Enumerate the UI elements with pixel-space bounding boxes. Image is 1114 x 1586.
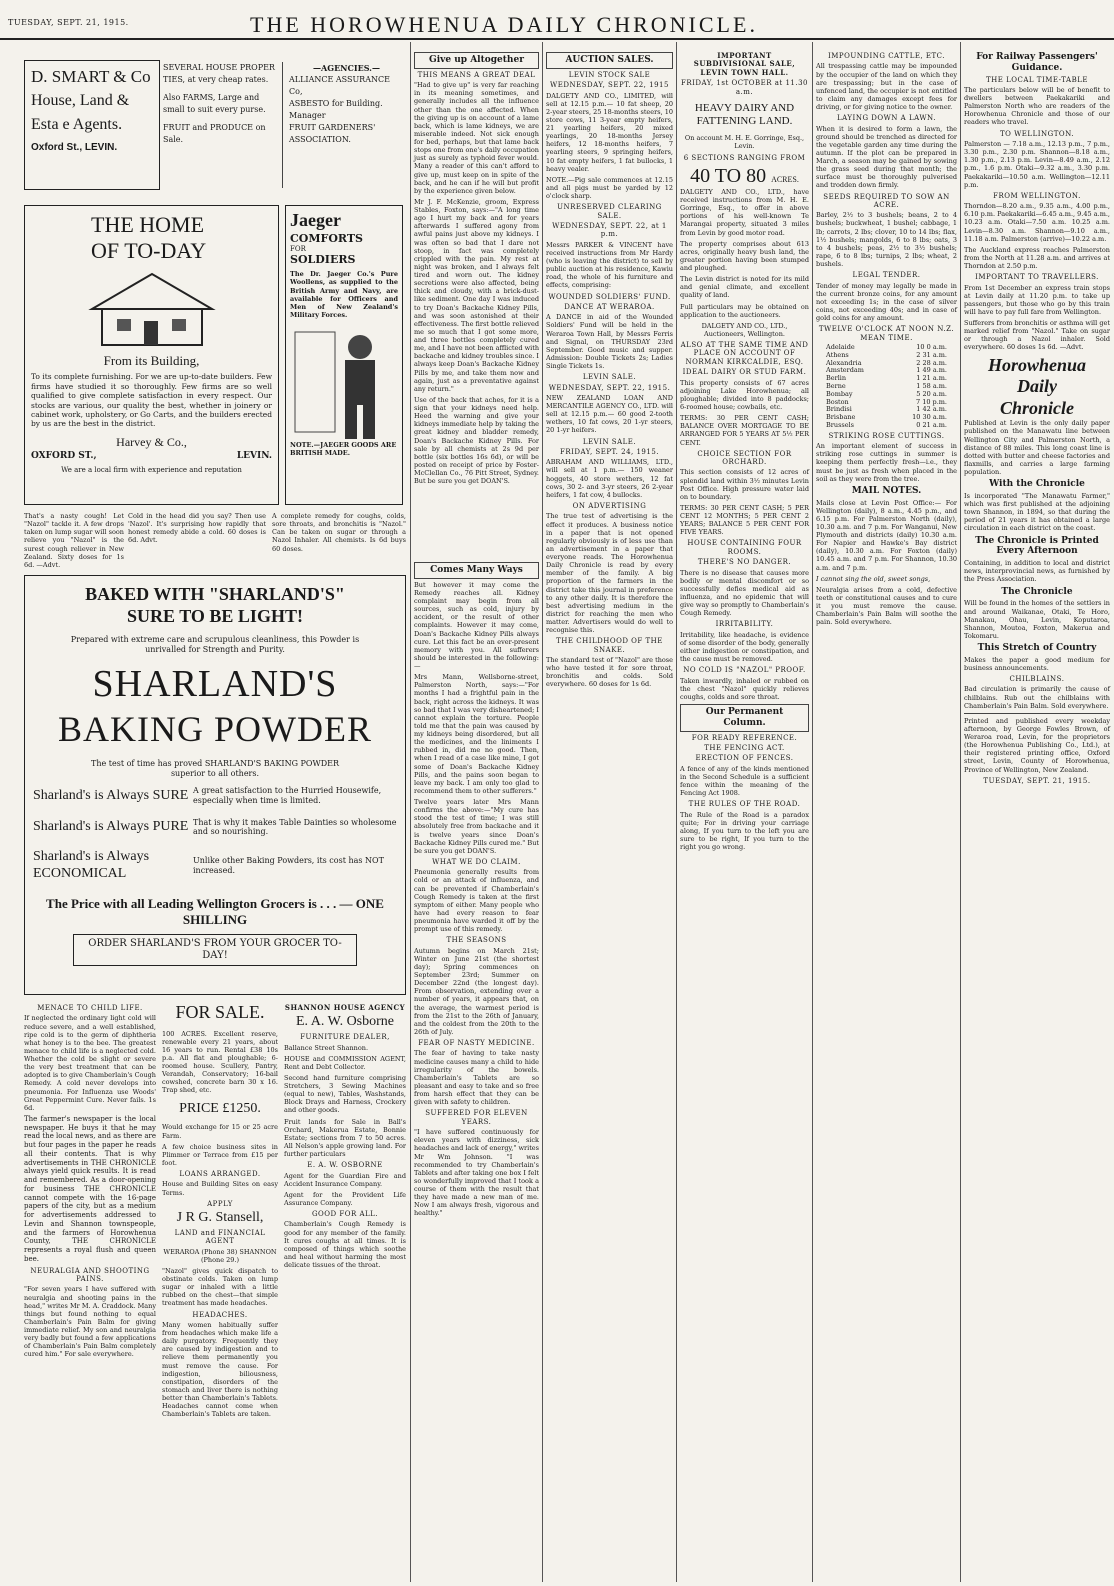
smart-ad-name: D. SMART & Co xyxy=(31,67,151,86)
jaeger-body: The Dr. Jaeger Co.'s Pure Woollens, as supplied to the British Army and Navy, are available for Officers and Men of New Zealand's Military Forces. xyxy=(290,270,398,319)
article-text: Mails close at Levin Post Office:— For Wellington (daily), 8 a.m., 4.45 p.m., and 6.15 p.m. For Palmerston North (daily), 10.30 a.m. and 7 p.m. For Wanganui, New Plymouth and districts (daily) 10.30 a.m. For Napier and Hawke's Bay district (daily), 10.30 a.m. For Foxton (daily) 10.45 a.m. and 7 p.m. For Shannon, 10.30 a.m. and 7 p.m. xyxy=(816,498,957,572)
home-ad-street: OXFORD ST., xyxy=(31,451,97,462)
article-text: Containing, in addition to local and district news, interprovincial news, as furnished by the Press Association. xyxy=(964,559,1110,584)
article-text: TERMS: 30 PER CENT CASH; 5 PER CENT 12 MONTHS; 5 PER CENT 2 YEARS; BALANCE 5 PER CENT FOR FIVE YEARS. xyxy=(680,503,809,537)
article-text: On account M. H. E. Gorringe, Esq., Levin. xyxy=(684,134,805,151)
article-text: The true test of advertising is the effect it produces. A business notice in a paper that is not opened regularly obviously is of less use than an advertisement in a paper that everyone reads. The Horowhenua Daily Chronicle is read by every member of the family. A big proportion of the farmers in the district take this journal in preference to any other daily. It is therefore the best advertising medium in the district for reaching the men who matter. Advertisers would do well to recognise this. xyxy=(546,512,673,635)
acres-from: 40 xyxy=(690,164,711,187)
section-heading: IDEAL DAIRY OR STUD FARM. xyxy=(682,368,807,377)
agencies-ad xyxy=(282,62,404,188)
article-text: ABRAHAM AND WILLIAMS, LTD., will sell at 1 p.m.— 150 weaner hoggets, 40 store wethers, 12 fat cows, 30 2- and 3-yr steers, 26 2-year heifers, 1 fat cow, 4 bullocks. xyxy=(546,458,673,499)
sharland-order: ORDER SHARLAND'S FROM YOUR GROCER TO-DAY! xyxy=(73,934,357,966)
article-text: DALGETY AND CO., LTD., have received instructions from M. H. E. Gorringe, Esq., to offer in above portions of his well-known Te Marangai property, situated 3 miles from Levin by good motor road. xyxy=(680,187,809,237)
col1-bottom xyxy=(24,1002,156,1582)
section-heading: WOUNDED SOLDIERS' FUND. xyxy=(548,292,671,301)
masthead-title: THE HOROWHENUA DAILY CHRONICLE. xyxy=(250,12,758,37)
article-head: Comes Many Ways xyxy=(414,562,539,579)
jaeger-sub: SOLDIERS xyxy=(290,253,356,267)
for-sale xyxy=(162,1002,278,1582)
nazol-note-right xyxy=(272,512,406,562)
for-sale-price: PRICE £1250. xyxy=(179,1100,261,1116)
section-heading: 6 SECTIONS RANGING FROM xyxy=(683,153,806,162)
section-heading: STRIKING ROSE CUTTINGS. xyxy=(828,431,945,440)
time-value: 5 20 a.m. xyxy=(916,389,947,398)
sharland-intro: Prepared with extreme care and scrupulous cleanliness, this Powder is unrivalled for Strength and Purity. xyxy=(70,635,360,654)
article-text: "Had to give up" is very far reaching in its meaning sometimes, and generally includes all the influence other than the one affected. When the giving up is on account of a lame back, which is lame kidneys, we are miserable indeed. Not sick enough for bed, perhaps, but that lame back stops one from one's daily occupation just as surely as typhoid fever would. Many a reader of this can't afford to give up, must keep on in spite of the back, and he can if he will but profit by the experience given below. xyxy=(414,81,539,195)
section-heading: This Stretch of Country xyxy=(977,643,1097,653)
article-text: This section consists of 12 acres of splendid land within 3½ minutes Levin Post Office. High pressure water laid on to boundary. xyxy=(680,468,809,501)
section-heading: FOR READY REFERENCE. xyxy=(691,733,798,742)
time-value: 2 28 a.m. xyxy=(916,358,947,367)
nazol-note-text: Cold in the head did you say? Then use 'Nazol'. It's surprising how rapidly that honest remedy abide a cold. 60 doses is 6d. Advt. xyxy=(128,512,266,545)
soldier-illustration xyxy=(290,322,398,442)
article-text: The Rule of the Road is a paradox quite; For in driving your carriage along, If you turn to the left you are sure to be right, If you turn to the right you go wrong. xyxy=(680,810,809,852)
home-ad-body: To its complete furnishing. For we are up-to-date builders. Few firms have studied it so thoroughly. Few firms are so well qualified to give complete satisfaction in every respect. Our stocks are various, our quality the best, whether in joinery or cabinet work, upholstery, or Go Carts, and the builders erected by us are the best in the district. xyxy=(31,372,272,429)
article-text: The Levin district is noted for its mild and genial climate, and excellent quality of land. xyxy=(680,275,809,300)
article-text: Makes the paper a good medium for business announcements. xyxy=(964,655,1110,672)
sharland-row: Sharland's is Always ECONOMICAL xyxy=(33,848,150,881)
article-text: The farmer's newspaper is the local newspaper. He buys it that he may read the local news, and as there are but four pages in the paper he reads all their contents. That is why advertisements in THE CHRONICLE always yield quick results. It is read and remembered. As a door-opening for business THE CHRONICLE cannot compete with the 16-page papers of the city, but as a medium for advertisements addressed to Levin and Shannon townspeople, and the farmers of Horowhenua County, THE CHRONICLE represents a royal flush and queen bee. xyxy=(24,1114,156,1263)
article-head: IMPORTANT SUBDIVISIONAL SALE, LEVIN TOWN HALL. xyxy=(693,51,796,77)
reference-column xyxy=(816,50,957,1580)
article-text: The Auckland express reaches Palmerston from the North at 11.28 a.m. and arrives at Thorndon at 2.50 p.m. xyxy=(964,245,1110,271)
article-text: Thorndon—8.20 a.m., 9.35 a.m., 4.00 p.m., 6.10 p.m. Paekakariki—6.45 a.m., 9.45 a.m., 10.23 a.m. Otaki—7.50 a.m. 10.25 a.m. Levin—8.30 a.m. Shannon—9.10 a.m., 11.18 a.m. Palmerston (arrive)—10.22 a.m. xyxy=(964,202,1110,243)
article-text: The property comprises about 613 acres, originally heavy bush land, the greater portion having been stumped and ploughed. xyxy=(680,239,809,273)
section-heading: IMPORTANT TO TRAVELLERS. xyxy=(975,273,1099,282)
article-text: Published at Levin is the only daily paper published on the Manawatu line between Wellington City and Palmerston North, a distance of 88 miles. This long coast line is dotted with butter and cheese factories and flaxmills, and carries a large farming population. xyxy=(964,419,1110,477)
nazol-note-mid xyxy=(128,512,266,562)
article-text: Agent for the Guardian Fire and Accident Insurance Company. xyxy=(284,1171,406,1188)
section-heading: FROM WELLINGTON. xyxy=(993,191,1081,200)
article-text: NEW ZEALAND LOAN AND MERCANTILE AGENCY CO., LTD. will sell at 12.15 p.m.— 60 good 2-tooth wethers, 10 fat cows, 20 1-yr steers, 20 1-yr heifers. xyxy=(546,393,673,435)
section-heading: TWELVE O'CLOCK AT NOON N.Z. MEAN TIME. xyxy=(818,325,955,342)
article-text: Twelve years later Mrs Mann confirms the above:—"My cure has stood the test of time; I was still absolutely free from backache and it is twelve years since Doan's Backache Kidney Pills cured me." But be sure you get DOAN'S. xyxy=(414,798,539,855)
time-row xyxy=(826,422,947,430)
article-text: A few choice business sites in Plimmer or Terrace from £15 per foot. xyxy=(162,1142,278,1167)
article-sub: THIS MEANS A GREAT DEAL xyxy=(417,70,536,79)
section-heading: NO COLD IS "NAZOL" PROOF. xyxy=(683,666,806,675)
article-text: This property consists of 67 acres adjoining Lake Horowhenua; all ploughable; divided into 8 paddocks; 6-roomed house; cowbails, etc. xyxy=(680,378,809,412)
sharland-row: Sharland's is Always SURE xyxy=(33,787,189,803)
time-value: 2 31 a.m. xyxy=(916,350,947,359)
section-heading: APPLY xyxy=(207,1199,233,1208)
sharland-test: The test of time has proved SHARLAND'S BAKING POWDER superior to all others. xyxy=(91,759,339,778)
agency-sub: FURNITURE DEALER, xyxy=(300,1033,390,1042)
article-text: Irritability, like headache, is evidence of some disorder of the body, generally either indigestion or constipation, and the cause must be removed. xyxy=(680,630,809,664)
time-city: Athens xyxy=(826,350,849,359)
time-city: Amsterdam xyxy=(826,366,864,375)
time-value: 1 21 a.m. xyxy=(916,374,947,383)
column-rule xyxy=(542,42,543,1582)
article-text: The standard test of "Nazol" are those who have tested it for sore throat, bronchitis and colds. Sold everywhere. 60 doses for 1s 6d. xyxy=(546,656,673,689)
article-text: Chamberlain's Cough Remedy is good for any member of the family. It cures coughs at all times. It is composed of things which soothe and heal without harming the most delicate tissues of the throat. xyxy=(284,1220,406,1270)
section-heading: With the Chronicle xyxy=(989,479,1085,490)
sale-date: FRIDAY, SEPT. 24, 1915. xyxy=(559,447,660,456)
time-value: 1 49 a.m. xyxy=(916,366,947,375)
section-heading: NEURALGIA AND SHOOTING PAINS. xyxy=(30,1266,150,1284)
home-ad-foot: We are a local firm with experience and reputation xyxy=(61,465,242,474)
time-value: 10 30 a.m. xyxy=(912,413,947,422)
section-heading: For Railway Passengers' Guidance. xyxy=(976,52,1098,73)
article-text: "I have suffered continuously for eleven years with dizziness, sick headaches and lack of energy," writes Mr Wm Johnson. "I was recommended to try Chamberlain's Tablets and after taking one box I felt so wonderfully improved that I took a course of them with the result that they have made a new man of me. Now I am always fresh, vigorous and healthy." xyxy=(414,1128,539,1218)
section-heading: WHAT WE DO CLAIM. xyxy=(432,857,521,866)
column-rule xyxy=(960,42,961,1582)
article-text: Bad circulation is primarily the cause of chilblains. Rub out the chilblains with Chamberlain's Pain Balm. Sold everywhere. xyxy=(964,685,1110,710)
section-heading: GOOD FOR ALL. xyxy=(311,1210,379,1219)
section-heading: THE CHILDHOOD OF THE SNAKE. xyxy=(556,637,663,654)
article-text: Messrs PARKER & VINCENT have received instructions from Mr Hardy (who is leaving the district) to sell by public auction at his residence, Kawiu road, the whole of his furniture and effects, comprising: xyxy=(546,240,673,290)
time-city: Brisbane xyxy=(826,413,856,422)
nazol-note-left xyxy=(24,512,124,569)
article-text: Autumn begins on March 21st; Winter on June 21st (the shortest day); Spring commences on September 23rd; Summer on December 22nd (the longest day). From observation, extending over a number of years, it appears that, on the average, the warmest period is from the 21st to the 26th of January, and the coldest from the 20th to the 26th of July. xyxy=(414,946,539,1036)
property-sale: IMPORTANT SUBDIVISIONAL SALE, LEVIN TOWN HALL. FRIDAY, 1st OCTOBER at 11.30 a.m. HEAVY DAIRY AND FATTENING LAND. On account M. H. E. Gorringe, Esq., Levin. 6 SECTIONS RANGING FROM 40 TO 80 ACRES. DALGETY AND CO., LTD., have received instructions from M. H. E. Gorringe, Esq., to offer in above portions of his well-known Te Marangai property, situated 3 miles from Levin by good motor road. The property comprises about 613 acres, originally heavy bush land, the greater portion having been stumped and ploughed. The Levin district is noted for its mild and genial climate, and excellent quality of land. Full particulars may be obtained on application to the auctioneers. DALGETY AND CO., LTD., Auctioneers, Wellington. ALSO AT THE SAME TIME AND PLACE ON ACCOUNT OF NORMAN KIRKCALDIE, ESQ. IDEAL DAIRY OR STUD FARM. This property consists of 67 acres adjoining Lake Horowhenua; all ploughable; divided into 8 paddocks; 6-roomed house; cowbails, etc. TERMS: 30 PER CENT CASH; BALANCE OVER MORTGAGE TO BE ARRANGED FOR 5 YEARS AT 5½ PER CENT. CHOICE SECTION FOR ORCHARD. This section consists of 12 acres of splendid land within 3½ minutes Levin Post Office. High pressure water laid on to boundary. TERMS: 30 PER CENT CASH; 5 PER CENT 12 MONTHS; 5 PER CENT 2 YEARS; BALANCE 5 PER CENT FOR FIVE YEARS. HOUSE CONTAINING FOUR ROOMS. THERE'S NO DANGER. There is no disease that causes more bodily or mental discomfort or so successfully defies medical aid as influenza, and no epidemic that will give way so promptly to Chamberlain's Cough Remedy. IRRITABILITY. Irritability, like headache, is evidence of some disorder of the body, generally either indigestion or constipation, and the cause must be removed. NO COLD IS "NAZOL" PROOF. Taken inwardly, inhaled or rubbed on the chest "Nazol" quickly relieves coughs, colds and sore throat. Our Permanent Column. FOR READY REFERENCE. THE FENCING ACT. ERECTION OF FENCES. A fence of any of the kinds mentioned in the Second Schedule is a sufficient fence within the meaning of the Fencing Act 1908. THE RULES OF THE ROAD. The Rule of the Road is a paradox quite; For in driving your carriage along, If you turn to the left you are sure to be right, If you turn to the right you go wrong. xyxy=(680,51,809,852)
article-text: Tender of money may legally be made in the current bronze coins, for any amount not exceeding 1s; in the case of silver coins, not exceeding 40s; and in case of gold coins for any amount. xyxy=(816,281,957,323)
section-heading: FEAR OF NASTY MEDICINE. xyxy=(418,1039,535,1048)
article-head: AUCTION SALES. xyxy=(546,52,673,69)
agency-name: E. A. W. Osborne xyxy=(296,1014,394,1030)
section-heading: THE SEASONS xyxy=(446,936,507,945)
column-rule xyxy=(676,42,677,1582)
article-text: Pneumonia generally results from cold or an attack of influenza, and can be prevented if Chamberlain's Cough Remedy is taken at the first symptom of either. Many people who have had every reason to fear pneumonia have warded it off by the prompt use of this remedy. xyxy=(414,868,539,934)
section-heading: LOANS ARRANGED. xyxy=(179,1170,261,1179)
nazol-note-text: A complete remedy for coughs, colds, sore throats, and bronchitis is "Nazol." Can be taken on sugar or through a Nazol Inhaler. All chemists. Is 6d buys 60 doses. xyxy=(272,512,406,553)
section-heading: ON ADVERTISING xyxy=(572,501,647,510)
article-text: But however it may come the Remedy reaches all. Kidney complaint may begin from all sources, such as cold, injury by accident, or the result of other complaints. However it may come, Doan's Backache Kidney Pills always cure. Let this fact be an ever-present memory with you. All sufferers should be interested in the following:— xyxy=(414,580,539,671)
article-text: Full particulars may be obtained on application to the auctioneers. xyxy=(680,302,809,319)
comes-many-article xyxy=(414,560,539,1580)
acres-word: ACRES. xyxy=(771,174,799,184)
jaeger-title: Jaeger xyxy=(290,210,341,230)
time-value: 1 42 a.m. xyxy=(916,405,947,414)
sharland-ad xyxy=(24,575,406,995)
jaeger-sub: FOR xyxy=(290,244,306,253)
section-heading: SHANNON HOUSE AGENCY xyxy=(284,1003,406,1012)
section-heading: ERECTION OF FENCES. xyxy=(695,754,794,763)
give-up-article xyxy=(414,50,539,555)
section-heading: MENACE TO CHILD LIFE. xyxy=(37,1004,143,1012)
section-heading: DANCE AT WERAROA. xyxy=(564,302,655,311)
article-text: A DANCE in aid of the Wounded Soldiers' Fund will be held in the Weraroa Town Hall, by Messrs Ferris and Signal, on THURSDAY 23rd September. Good music and supper. Admission: Double Tickets 2s; Ladies Single Tickets 1s. xyxy=(546,313,673,371)
house-illustration xyxy=(82,269,222,349)
article-text: TERMS: 30 PER CENT CASH; BALANCE OVER MORTGAGE TO BE ARRANGED FOR 5 YEARS AT 5½ PER CENT. xyxy=(680,414,809,447)
article-text: Palmerston — 7.18 a.m., 12.13 p.m., 7 p.m., 3.30 p.m., 2.30 p.m. Shannon—8.18 a.m., 1.30 p.m., 2.13 p.m. Levin—8.49 a.m., 2.12 p.m., 1.6 p.m. Otaki—9.32 a.m., 3.30 p.m. Paekakariki—10.50 a.m. Wellington—12.11 p.m. xyxy=(964,140,1110,189)
chronicle-brand: Chronicle xyxy=(999,397,1074,418)
article-text: Use of the back that aches, for it is a sign that your kidneys need help. Heed the warning and give your kidneys immediate help by taking the great kidney and bladder remedy, Doan's Backache Kidney Pills. For sale by all chemists at 2s 9d per bottle (six bottles 16s 6d), or will be posted on receipt of price by Foster-McClellan Co., 76 Pitt Street, Sydney. But be sure you get DOAN'S. xyxy=(414,395,539,486)
section-heading: THE FENCING ACT. xyxy=(704,744,785,752)
imprint-date: TUESDAY, SEPT. 21, 1915. xyxy=(983,776,1091,785)
article-text: Ballance Street Shannon. xyxy=(284,1043,369,1052)
permanent-column-head: Our Permanent Column. xyxy=(680,704,809,732)
article-text: "For seven years I have suffered with neuralgia and shooting pains in the head," writes Mr M. A. Craddock. Many things but found nothing to equal Chamberlain's Pain Balm for giving immediate relief. My son and neuralgia very badly but found a few applications of Chamberlain's Pain Balm completely cured him." For sale everywhere. xyxy=(24,1285,156,1359)
section-heading: SUFFERED FOR ELEVEN YEARS. xyxy=(425,1109,528,1126)
time-value: 10 0 a.m. xyxy=(916,342,947,351)
article-text: Neuralgia arises from a cold, defective teeth or constitutional causes and to cure it you must remove the cause. Chamberlain's Pain Balm will soothe the pain. Sold everywhere. xyxy=(816,585,957,627)
home-ad-town: LEVIN. xyxy=(236,451,272,462)
article-text: DALGETY AND CO., LTD., Auctioneers, Wellington. xyxy=(701,321,788,338)
sharland-brand: SHARLAND'S xyxy=(92,663,338,706)
sharland-row-desc: That is why it makes Table Dainties so wholesome and so nourishing. xyxy=(193,817,397,837)
agent-name: J R G. Stansell, xyxy=(176,1210,264,1226)
agency-signature: E. A. W. OSBORNE xyxy=(307,1161,383,1170)
article-head: Give up Altogether xyxy=(414,52,539,69)
smart-ad-line: Esta e Agents. xyxy=(31,115,123,133)
article-text: HOUSE and COMMISSION AGENT, Rent and Debt Collector. xyxy=(284,1054,406,1071)
agencies-line: ALLIANCE ASSURANCE Co, xyxy=(289,75,390,96)
section-heading: LEGAL TENDER. xyxy=(852,271,921,280)
railway-column xyxy=(964,50,1110,1580)
article-text: Second hand furniture comprising Stretchers, 3 Sewing Machines (equal to new), Tables, Washstands, Block Drays and Harness, Crockery and other goods. xyxy=(284,1073,406,1115)
agencies-line: ASBESTO for Building. xyxy=(289,99,383,108)
time-table xyxy=(816,344,957,430)
smart-ad xyxy=(24,60,160,190)
section-heading: LEVIN SALE. xyxy=(582,373,637,382)
sharland-row-desc: A great satisfaction to the Hurried Housewife, especially when time is limited. xyxy=(193,786,382,805)
property-headline: HEAVY DAIRY AND FATTENING LAND. xyxy=(694,101,795,128)
nazol-note-text: That's a nasty cough! Let "Nazol" tackle it. A few drops taken on lump sugar will soon relieve you "Nazol" is the surest cough reliever in New Zealand. Sixty doses for 1s 6d. —Advt. xyxy=(24,512,124,569)
jaeger-sub: COMFORTS xyxy=(290,231,363,245)
article-text: Fruit lands for Sale in Ball's Orchard, Makerua Estate, Bonnie Estate; sections from 7 to 50 acres. All Nelson's apple growing land. For further particulars xyxy=(284,1117,406,1159)
article-text: Is incorporated "The Manawatu Farmer," which was first published at the adjoining town Shannon, in 1894, so that during the period of 21 years it has obtained a large circulation in each district on the coast. xyxy=(964,491,1110,533)
house-ad xyxy=(163,62,278,188)
time-value: 1 58 a.m. xyxy=(916,381,947,390)
article-text: Sufferers from bronchitis or asthma will get marked relief from "Nazol." Take on sugar or through a Nazol inhaler. Sold everywhere. 60 doses 1s 6d. —Advt. xyxy=(964,319,1110,352)
time-city: Alexandria xyxy=(826,358,862,367)
time-city: Berlin xyxy=(826,374,847,383)
smart-ad-line: House, Land & xyxy=(31,92,130,110)
section-heading: HOUSE CONTAINING FOUR ROOMS. xyxy=(687,539,802,556)
section-heading: IMPOUNDING CATTLE, ETC. xyxy=(827,52,946,60)
home-ad-sub: From its Building, xyxy=(103,352,200,368)
home-ad xyxy=(24,205,279,505)
auction-sales xyxy=(546,50,673,1580)
jaeger-ad xyxy=(285,205,403,505)
section-heading: THERE'S NO DANGER. xyxy=(697,558,792,567)
shannon-agency xyxy=(284,1002,406,1582)
section-heading: UNRESERVED CLEARING SALE. xyxy=(557,203,662,220)
article-text: A fence of any of the kinds mentioned in the Second Schedule is a sufficient fence within the meaning of the Fencing Act 1908. xyxy=(680,764,809,798)
article-text: 100 ACRES. Excellent reserve, renewable every 21 years, about 16 years to run. Rental £38 10s p.a. All flat and ploughable; 6-roomed house. Scullery, Pantry, Verandah, Conservatory; 16-bail cowshed, concrete barn 30 x 16. Trap shed, etc. xyxy=(162,1029,278,1095)
section-heading: THE LOCAL TIME-TABLE xyxy=(986,75,1088,84)
home-ad-firm: Harvey & Co., xyxy=(116,434,187,449)
article-text: "Nazol" gives quick dispatch to obstinate colds. Taken on lump sugar or inhaled with a little rubbed on the chest—that simple treatment has made headaches. xyxy=(162,1266,278,1308)
article-text: The fear of having to take nasty medicine causes many a child to hide irregularity of the bowels. Chamberlain's Tablets are so pleasant and easy to take and so free from harsh effect that they can be given with safety to children. xyxy=(414,1049,539,1107)
acres-to: 80 xyxy=(746,164,767,187)
article-text: Will be found in the homes of the settlers in and around Waikanae, Otaki, Te Horo, Manakau, Ohau, Levin, Koputaroa, Shannon, Moutoa, Foxton, Makerua and Tokomaru. xyxy=(964,599,1110,640)
agent-address: WERAROA (Phone 38) SHANNON (Phone 29.) xyxy=(163,1247,277,1264)
home-ad-title: OF TO-DAY xyxy=(91,238,207,264)
time-city: Boston xyxy=(826,397,849,406)
sharland-head: SURE TO BE LIGHT! xyxy=(127,605,303,626)
article-text: Mr J. F. McKenzie, groom, Express Stables, Foxton, says:—"A long time ago I hurt my back and for years afterwards I suffered agony from awful pains just above my kidneys. I was often so bad that I dare not stoop, in fact was completely crippled with the pain. My rest at night was broken, and I always felt tired and worn out. The kidney secretions were also affected, being thick and cloudy, with a brick-dust-like sediment. One day I was induced to try Doan's Backache Kidney Pills, and was soon astonished at their effectiveness. The first bottle relieved me so much that I got some more, and three bottles completely cured me, and I have not been afflicted with backache and kidney troubles since. I always keep Doan's Backache Kidney Pills by me, and take them now and again, just as a preventative against any return." xyxy=(414,197,540,393)
chronicle-brand: Daily xyxy=(1017,376,1057,397)
house-ad-line: SEVERAL HOUSE PROPER TIES, at very cheap rates. xyxy=(163,63,275,84)
section-heading: LEVIN STOCK SALE xyxy=(568,70,651,79)
imprint: Printed and published every weekday afternoon, by George Fowles Brown, of Weraroa road, Levin, for the proprietors (the Horowhenua Publishing Co., Ltd.), at their registered printing office, Oxford street, Levin, County of Horowhenua, Province of Wellington, New Zealand. xyxy=(964,716,1110,774)
sharland-brand: BAKING POWDER xyxy=(58,708,372,749)
time-city: Brussels xyxy=(826,420,855,429)
sale-date: WEDNESDAY, SEPT. 22, 1915 xyxy=(550,81,669,90)
article-text: When it is desired to form a lawn, the ground should be trenched as directed for the vegetable garden any time during the autumn. If the plot can be prepared in March, a season may be gained by sowing the grass seed during that month; the surface must be thoroughly pulverised and trodden down firmly. xyxy=(816,124,957,190)
masthead-date: TUESDAY, SEPT. 21, 1915. xyxy=(8,18,129,27)
article-text: An important element of success in striking rose cuttings in summer is keeping them perfectly fresh—i.e., they must be just as fresh when placed in the soil as they were from the tree. xyxy=(816,442,957,483)
time-city: Adelaide xyxy=(826,342,855,351)
section-heading: LEVIN SALE. xyxy=(582,437,637,446)
smart-ad-address: Oxford St., LEVIN. xyxy=(31,141,118,153)
section-heading: ALSO AT THE SAME TIME AND PLACE ON ACCOUNT OF NORMAN KIRKCALDIE, ESQ. xyxy=(680,341,809,366)
sharland-price: The Price with all Leading Wellington Grocers is . . . — ONE SHILLING xyxy=(46,896,384,927)
article-text: Would exchange for 15 or 25 acre Farm. xyxy=(162,1123,278,1140)
article-text: NOTE.—Pig sale commences at 12.15 and all pigs must be yarded by 12 o'clock sharp. xyxy=(546,175,673,201)
section-heading: IRRITABILITY. xyxy=(715,620,774,629)
sharland-head: BAKED WITH "SHARLAND'S" xyxy=(85,584,345,604)
sharland-row: Sharland's is Always PURE xyxy=(33,818,189,834)
time-city: Berne xyxy=(826,381,846,390)
article-text: Agent for the Provident Life Assurance Company. xyxy=(284,1190,406,1207)
article-text: If neglected the ordinary light cold will reduce severe, and a well established, ripe cold is to the germ of diphtheria what honey is to the bee. The greatest menace to child life is a neglected cold. Whether the cold be slight or severe the very best treatment that can be adopted is to give Chamberlain's Cough Remedy. A cold never develops into pneumonia. For Influenza use Woods' Great Peppermint Cure. Never fails. 1s 6d. xyxy=(24,1014,156,1112)
agencies-line: Manager xyxy=(289,111,326,120)
article-text: DALGETY AND CO., LIMITED, will sell at 12.15 p.m.— 10 fat sheep, 20 2-year steers, 25 18-months steers, 10 store cows, 11 3-year empty heifers, 21 yearling heifers, 20 mixed yearlings, 20 18-months Jersey heifers, 12 18-months heifers, 7 yearling steers, 9 springing heifers, 10 fat empty heifers, 1 fat bullocks, 1 heavy vealer. xyxy=(546,91,673,173)
house-ad-line: FRUIT and PRODUCE on Sale. xyxy=(163,123,266,144)
house-ad-line: Also FARMS, Large and small to suit every purse. xyxy=(163,93,266,114)
chronicle-brand: Horowhenua xyxy=(987,354,1087,375)
section-heading: CHILBLAINS. xyxy=(1009,675,1065,684)
section-heading: HEADACHES. xyxy=(192,1310,248,1319)
section-heading: MAIL NOTES. xyxy=(851,485,922,496)
column-rule xyxy=(410,42,411,1582)
article-text: Many women habitually suffer from headaches which make life a daily purgatory. Frequently they are caused by indigestion and to relieve them permanently you must remove the cause. For indigestion, biliousness, constipation, disorders of the stomach and liver there is nothing better than Chamberlain's Tablets. Headaches cannot come when Chamberlain's Tablets are taken. xyxy=(162,1320,278,1419)
article-text: There is no disease that causes more bodily or mental discomfort or so successfully defies medical aid as influenza, and no epidemic that will give way so promptly to Chamberlain's Cough Remedy. xyxy=(680,568,809,618)
sale-date: WEDNESDAY, SEPT. 22, at 1 p.m. xyxy=(552,221,667,239)
sale-date: WEDNESDAY, SEPT. 22, 1915. xyxy=(548,383,671,392)
article-text: Taken inwardly, inhaled or rubbed on the chest "Nazol" quickly relieves coughs, colds and sore throat. xyxy=(680,676,809,701)
time-value: 0 21 a.m. xyxy=(916,420,947,429)
time-city: Bombay xyxy=(826,389,853,398)
section-heading: THE RULES OF THE ROAD. xyxy=(688,800,801,809)
section-heading: CHOICE SECTION FOR ORCHARD. xyxy=(697,449,792,467)
section-heading: The Chronicle is Printed Every Afternoon xyxy=(975,535,1099,557)
section-heading: SEEDS REQUIRED TO SOW AN ACRE. xyxy=(823,192,950,209)
time-value: 7 10 p.m. xyxy=(916,397,947,406)
article-text: Mrs Mann, Wellsborne-street, Palmerston North, says:—"For months I had a frightful pain in the back, right across the kidneys. It was so bad that I was very disheartened; I cannot explain the torture. People told me that the pain was caused by my kidneys being disordered, but all the medicines, and the liniments I rubbed in, did me no good. Then, when I read of a case like mine, I got some of Doan's Backache Kidney Pills, and the pains soon began to leave my back. I am only too glad to recommend them to other sufferers." xyxy=(414,673,539,795)
article-text: I cannot sing the old, sweet songs, xyxy=(816,574,931,583)
for-sale-head: FOR SALE. xyxy=(175,1002,265,1022)
article-text: The particulars below will be of benefit to dwellers between Paekakariki and Palmerston North who are readers of the Horowhenua Chronicle and those of our readers who travel. xyxy=(964,85,1110,127)
time-city: Brindisi xyxy=(826,405,852,414)
agent-sub: LAND and FINANCIAL AGENT xyxy=(174,1228,266,1246)
article-text: Barley, 2½ to 3 bushels; beans, 2 to 4 bushels; buckwheat, 1 bushel; cabbage, 1 lb; carrots, 2 lbs; clover, 10 to 14 lbs; flax, 1½ bushels; mangolds, 6 to 8 lbs; oats, 3 to 4 bushels; peas, 2½ to 3½ bushels; rape, 6 to 8 lbs; turnips, 2 lbs; wheat, 2 bushels. xyxy=(816,211,957,269)
article-text: All trespassing cattle may be impounded by the occupier of the land on which they are trespassing; but in the case of unfenced land, the occupier is not entitled to claim any damages except fees for driving, or for giving notice to the owner. xyxy=(816,62,957,112)
article-text: From 1st December an express train stops at Levin daily at 11.20 p.m. to take up passengers, but those who go by this train will have to pay full fare from Wellington. xyxy=(964,283,1110,316)
sale-date: FRIDAY, 1st OCTOBER at 11.30 a.m. xyxy=(680,79,809,96)
agencies-line: FRUIT GARDENERS' ASSOCIATION. xyxy=(289,123,376,144)
section-heading: TO WELLINGTON. xyxy=(999,129,1075,138)
masthead xyxy=(0,0,1114,40)
jaeger-foot: NOTE.—JAEGER GOODS ARE BRITISH MADE. xyxy=(290,441,397,457)
article-text: House and Building Sites on easy Terms. xyxy=(162,1180,278,1197)
home-ad-title: THE HOME xyxy=(91,212,205,237)
section-heading: The Chronicle xyxy=(1001,586,1073,597)
sharland-row-desc: Unlike other Baking Powders, its cost has NOT increased. xyxy=(193,855,384,875)
column-rule xyxy=(812,42,813,1582)
section-heading: LAYING DOWN A LAWN. xyxy=(837,114,936,123)
agencies-head: —AGENCIES.— xyxy=(313,63,380,73)
